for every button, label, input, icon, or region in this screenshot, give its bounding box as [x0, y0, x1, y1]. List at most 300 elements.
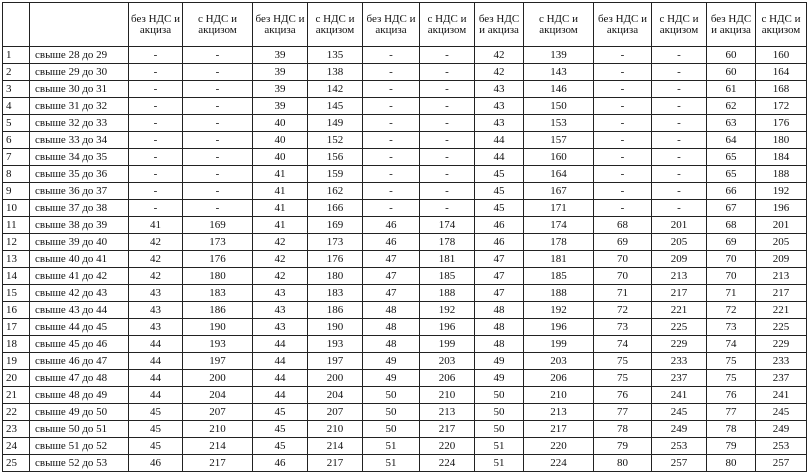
value-cell: - [183, 115, 253, 132]
range-cell: свыше 47 до 48 [30, 370, 129, 387]
range-cell: свыше 37 до 38 [30, 200, 129, 217]
value-cell: - [594, 132, 652, 149]
value-cell: 42 [253, 251, 308, 268]
value-cell: 186 [183, 302, 253, 319]
value-cell: 44 [253, 387, 308, 404]
value-cell: - [594, 166, 652, 183]
value-cell: 72 [707, 302, 756, 319]
row-number: 9 [3, 183, 30, 200]
value-cell: 44 [253, 370, 308, 387]
table-row [3, 217, 807, 234]
value-cell: - [420, 47, 475, 64]
range-cell: свыше 40 до 41 [30, 251, 129, 268]
value-cell: - [420, 98, 475, 115]
value-cell: 72 [594, 302, 652, 319]
column-header: с НДС и акцизом [524, 3, 594, 47]
value-cell: 224 [420, 455, 475, 472]
value-cell: 164 [524, 166, 594, 183]
value-cell: 143 [524, 64, 594, 81]
value-cell: 48 [363, 336, 420, 353]
value-cell: 60 [707, 47, 756, 64]
range-cell: свыше 36 до 37 [30, 183, 129, 200]
value-cell: 233 [652, 353, 707, 370]
value-cell: 47 [363, 251, 420, 268]
value-cell: 69 [707, 234, 756, 251]
value-cell: - [129, 183, 183, 200]
value-cell: 78 [594, 421, 652, 438]
value-cell: 245 [652, 404, 707, 421]
value-cell: 156 [308, 149, 363, 166]
value-cell: 39 [253, 98, 308, 115]
table-row [3, 353, 807, 370]
value-cell: - [183, 132, 253, 149]
value-cell: - [420, 200, 475, 217]
row-number: 20 [3, 370, 30, 387]
value-cell: 188 [420, 285, 475, 302]
value-cell: - [594, 81, 652, 98]
range-cell: свыше 46 до 47 [30, 353, 129, 370]
value-cell: - [363, 115, 420, 132]
value-cell: 181 [524, 251, 594, 268]
value-cell: 241 [652, 387, 707, 404]
value-cell: 145 [308, 98, 363, 115]
value-cell: 42 [129, 251, 183, 268]
value-cell: 213 [420, 404, 475, 421]
value-cell: 44 [253, 336, 308, 353]
value-cell: 65 [707, 166, 756, 183]
value-cell: 237 [652, 370, 707, 387]
row-number: 17 [3, 319, 30, 336]
value-cell: 201 [652, 217, 707, 234]
row-number: 15 [3, 285, 30, 302]
value-cell: 192 [756, 183, 807, 200]
value-cell: 63 [707, 115, 756, 132]
value-cell: - [420, 132, 475, 149]
value-cell: 135 [308, 47, 363, 64]
value-cell: 49 [475, 353, 524, 370]
value-cell: 43 [475, 98, 524, 115]
table-row [3, 336, 807, 353]
value-cell: - [420, 64, 475, 81]
row-number: 13 [3, 251, 30, 268]
value-cell: 50 [475, 404, 524, 421]
value-cell: 150 [524, 98, 594, 115]
value-cell: 184 [756, 149, 807, 166]
value-cell: 174 [524, 217, 594, 234]
header-row [3, 3, 807, 47]
price-table [2, 2, 807, 472]
value-cell: 48 [475, 336, 524, 353]
value-cell: 75 [594, 353, 652, 370]
value-cell: 44 [129, 370, 183, 387]
value-cell: 51 [475, 455, 524, 472]
value-cell: 245 [756, 404, 807, 421]
value-cell: 171 [524, 200, 594, 217]
value-cell: 160 [756, 47, 807, 64]
value-cell: 45 [129, 438, 183, 455]
value-cell: 45 [253, 438, 308, 455]
range-cell: свыше 34 до 35 [30, 149, 129, 166]
value-cell: 169 [183, 217, 253, 234]
value-cell: 44 [129, 336, 183, 353]
value-cell: 44 [129, 353, 183, 370]
range-cell: свыше 30 до 31 [30, 81, 129, 98]
value-cell: 220 [524, 438, 594, 455]
value-cell: - [129, 81, 183, 98]
value-cell: 50 [475, 421, 524, 438]
row-number: 3 [3, 81, 30, 98]
table-row [3, 268, 807, 285]
table-row [3, 132, 807, 149]
value-cell: 253 [756, 438, 807, 455]
value-cell: 70 [594, 251, 652, 268]
value-cell: 213 [756, 268, 807, 285]
value-cell: 217 [308, 455, 363, 472]
value-cell: 50 [475, 387, 524, 404]
range-cell: свыше 52 до 53 [30, 455, 129, 472]
value-cell: 257 [756, 455, 807, 472]
range-cell: свыше 28 до 29 [30, 47, 129, 64]
value-cell: 74 [707, 336, 756, 353]
value-cell: 210 [308, 421, 363, 438]
value-cell: 200 [183, 370, 253, 387]
value-cell: 159 [308, 166, 363, 183]
value-cell: 229 [756, 336, 807, 353]
value-cell: - [594, 64, 652, 81]
value-cell: - [183, 64, 253, 81]
value-cell: 39 [253, 81, 308, 98]
value-cell: 46 [129, 455, 183, 472]
value-cell: 185 [524, 268, 594, 285]
table-row [3, 64, 807, 81]
value-cell: 192 [420, 302, 475, 319]
value-cell: - [420, 166, 475, 183]
value-cell: - [594, 47, 652, 64]
value-cell: 224 [524, 455, 594, 472]
value-cell: 203 [524, 353, 594, 370]
value-cell: 257 [652, 455, 707, 472]
range-cell: свыше 29 до 30 [30, 64, 129, 81]
value-cell: 46 [475, 217, 524, 234]
value-cell: - [363, 149, 420, 166]
value-cell: 138 [308, 64, 363, 81]
value-cell: 41 [253, 183, 308, 200]
value-cell: 45 [253, 421, 308, 438]
table-row [3, 166, 807, 183]
value-cell: 42 [475, 47, 524, 64]
value-cell: 192 [524, 302, 594, 319]
value-cell: - [652, 47, 707, 64]
range-cell: свыше 50 до 51 [30, 421, 129, 438]
value-cell: - [183, 98, 253, 115]
value-cell: 207 [308, 404, 363, 421]
value-cell: 253 [652, 438, 707, 455]
value-cell: 176 [756, 115, 807, 132]
value-cell: 205 [652, 234, 707, 251]
table-body [3, 47, 807, 472]
column-header: без НДС и акциза [253, 3, 308, 47]
value-cell: 45 [129, 421, 183, 438]
value-cell: 183 [308, 285, 363, 302]
value-cell: 41 [253, 217, 308, 234]
value-cell: - [129, 115, 183, 132]
value-cell: 44 [129, 387, 183, 404]
value-cell: 142 [308, 81, 363, 98]
column-header: с НДС и акцизом [652, 3, 707, 47]
value-cell: 44 [475, 149, 524, 166]
value-cell: 173 [183, 234, 253, 251]
value-cell: 49 [363, 353, 420, 370]
value-cell: - [652, 115, 707, 132]
range-cell: свыше 49 до 50 [30, 404, 129, 421]
value-cell: 173 [308, 234, 363, 251]
range-cell: свыше 39 до 40 [30, 234, 129, 251]
range-cell: свыше 44 до 45 [30, 319, 129, 336]
value-cell: 176 [308, 251, 363, 268]
value-cell: 69 [594, 234, 652, 251]
value-cell: 50 [363, 421, 420, 438]
value-cell: 51 [363, 438, 420, 455]
table-row [3, 200, 807, 217]
value-cell: 204 [308, 387, 363, 404]
row-number: 21 [3, 387, 30, 404]
value-cell: 61 [707, 81, 756, 98]
value-cell: 46 [253, 455, 308, 472]
value-cell: 71 [594, 285, 652, 302]
value-cell: 197 [308, 353, 363, 370]
value-cell: - [652, 183, 707, 200]
value-cell: 47 [475, 251, 524, 268]
row-number: 5 [3, 115, 30, 132]
value-cell: 139 [524, 47, 594, 64]
value-cell: - [652, 149, 707, 166]
value-cell: 79 [594, 438, 652, 455]
value-cell: 45 [475, 200, 524, 217]
row-number: 12 [3, 234, 30, 251]
value-cell: 153 [524, 115, 594, 132]
value-cell: 45 [129, 404, 183, 421]
value-cell: 199 [420, 336, 475, 353]
table-row [3, 234, 807, 251]
value-cell: 42 [475, 64, 524, 81]
value-cell: - [594, 98, 652, 115]
value-cell: 65 [707, 149, 756, 166]
value-cell: 66 [707, 183, 756, 200]
range-cell: свыше 31 до 32 [30, 98, 129, 115]
table-row [3, 438, 807, 455]
value-cell: 48 [363, 319, 420, 336]
row-number: 25 [3, 455, 30, 472]
value-cell: 70 [707, 268, 756, 285]
value-cell: 249 [756, 421, 807, 438]
value-cell: - [652, 166, 707, 183]
value-cell: 40 [253, 115, 308, 132]
value-cell: - [363, 64, 420, 81]
value-cell: - [594, 183, 652, 200]
range-cell: свыше 32 до 33 [30, 115, 129, 132]
column-header: без НДС и акциза [475, 3, 524, 47]
value-cell: 42 [253, 268, 308, 285]
value-cell: - [183, 166, 253, 183]
row-number: 14 [3, 268, 30, 285]
value-cell: 67 [707, 200, 756, 217]
value-cell: 172 [756, 98, 807, 115]
table-row [3, 115, 807, 132]
value-cell: 42 [129, 268, 183, 285]
value-cell: - [363, 81, 420, 98]
table-row [3, 404, 807, 421]
value-cell: 183 [183, 285, 253, 302]
value-cell: - [652, 64, 707, 81]
value-cell: - [363, 47, 420, 64]
row-number: 18 [3, 336, 30, 353]
value-cell: 49 [475, 370, 524, 387]
value-cell: 193 [308, 336, 363, 353]
value-cell: 217 [652, 285, 707, 302]
value-cell: 47 [475, 268, 524, 285]
value-cell: 43 [129, 319, 183, 336]
table-row [3, 285, 807, 302]
row-number: 6 [3, 132, 30, 149]
value-cell: 80 [707, 455, 756, 472]
value-cell: 168 [756, 81, 807, 98]
value-cell: - [129, 132, 183, 149]
value-cell: 43 [253, 285, 308, 302]
value-cell: 199 [524, 336, 594, 353]
table-row [3, 421, 807, 438]
value-cell: - [183, 149, 253, 166]
value-cell: - [129, 98, 183, 115]
row-number: 4 [3, 98, 30, 115]
range-cell: свыше 51 до 52 [30, 438, 129, 455]
value-cell: - [420, 149, 475, 166]
value-cell: 47 [363, 268, 420, 285]
value-cell: 178 [420, 234, 475, 251]
value-cell: - [129, 149, 183, 166]
value-cell: 201 [756, 217, 807, 234]
value-cell: 43 [129, 285, 183, 302]
value-cell: 43 [475, 115, 524, 132]
table-row [3, 455, 807, 472]
value-cell: 180 [183, 268, 253, 285]
column-header: с НДС и акцизом [420, 3, 475, 47]
value-cell: 39 [253, 64, 308, 81]
value-cell: - [652, 200, 707, 217]
row-number: 10 [3, 200, 30, 217]
value-cell: 207 [183, 404, 253, 421]
value-cell: 217 [756, 285, 807, 302]
row-number: 23 [3, 421, 30, 438]
value-cell: - [363, 132, 420, 149]
value-cell: 70 [707, 251, 756, 268]
value-cell: 39 [253, 47, 308, 64]
value-cell: 44 [253, 353, 308, 370]
value-cell: 44 [475, 132, 524, 149]
column-header: без НДС и акциза [363, 3, 420, 47]
value-cell: 76 [707, 387, 756, 404]
value-cell: 229 [652, 336, 707, 353]
value-cell: 46 [475, 234, 524, 251]
column-header: без НДС и акциза [707, 3, 756, 47]
value-cell: - [652, 98, 707, 115]
range-cell: свыше 45 до 46 [30, 336, 129, 353]
value-cell: 193 [183, 336, 253, 353]
column-header: без НДС и акциза [129, 3, 183, 47]
range-cell: свыше 33 до 34 [30, 132, 129, 149]
value-cell: 43 [253, 302, 308, 319]
table-row [3, 81, 807, 98]
value-cell: - [183, 81, 253, 98]
value-cell: 196 [756, 200, 807, 217]
value-cell: 79 [707, 438, 756, 455]
value-cell: 73 [707, 319, 756, 336]
value-cell: 45 [475, 183, 524, 200]
value-cell: 217 [524, 421, 594, 438]
value-cell: 40 [253, 132, 308, 149]
value-cell: 217 [420, 421, 475, 438]
value-cell: 209 [652, 251, 707, 268]
range-cell: свыше 42 до 43 [30, 285, 129, 302]
value-cell: 181 [420, 251, 475, 268]
value-cell: - [363, 98, 420, 115]
value-cell: - [363, 166, 420, 183]
value-cell: 64 [707, 132, 756, 149]
row-number: 16 [3, 302, 30, 319]
value-cell: 50 [363, 404, 420, 421]
value-cell: 210 [524, 387, 594, 404]
range-cell: свыше 35 до 36 [30, 166, 129, 183]
table-row [3, 302, 807, 319]
value-cell: 214 [308, 438, 363, 455]
value-cell: 214 [183, 438, 253, 455]
value-cell: 162 [308, 183, 363, 200]
column-header: с НДС и акцизом [308, 3, 363, 47]
value-cell: 42 [253, 234, 308, 251]
value-cell: 174 [420, 217, 475, 234]
value-cell: 46 [363, 234, 420, 251]
value-cell: 41 [253, 166, 308, 183]
row-number: 8 [3, 166, 30, 183]
row-number: 22 [3, 404, 30, 421]
value-cell: 210 [183, 421, 253, 438]
value-cell: 213 [524, 404, 594, 421]
value-cell: 206 [420, 370, 475, 387]
value-cell: - [594, 149, 652, 166]
value-cell: 221 [756, 302, 807, 319]
value-cell: 45 [475, 166, 524, 183]
value-cell: 180 [308, 268, 363, 285]
value-cell: 51 [475, 438, 524, 455]
table-row [3, 251, 807, 268]
value-cell: 237 [756, 370, 807, 387]
value-cell: - [129, 47, 183, 64]
value-cell: - [652, 132, 707, 149]
value-cell: 49 [363, 370, 420, 387]
value-cell: 41 [129, 217, 183, 234]
value-cell: 220 [420, 438, 475, 455]
range-header [30, 3, 129, 47]
value-cell: 206 [524, 370, 594, 387]
value-cell: 164 [756, 64, 807, 81]
value-cell: 62 [707, 98, 756, 115]
value-cell: 68 [594, 217, 652, 234]
value-cell: 42 [129, 234, 183, 251]
value-cell: 60 [707, 64, 756, 81]
value-cell: 160 [524, 149, 594, 166]
value-cell: 217 [183, 455, 253, 472]
value-cell: - [594, 115, 652, 132]
value-cell: - [183, 200, 253, 217]
